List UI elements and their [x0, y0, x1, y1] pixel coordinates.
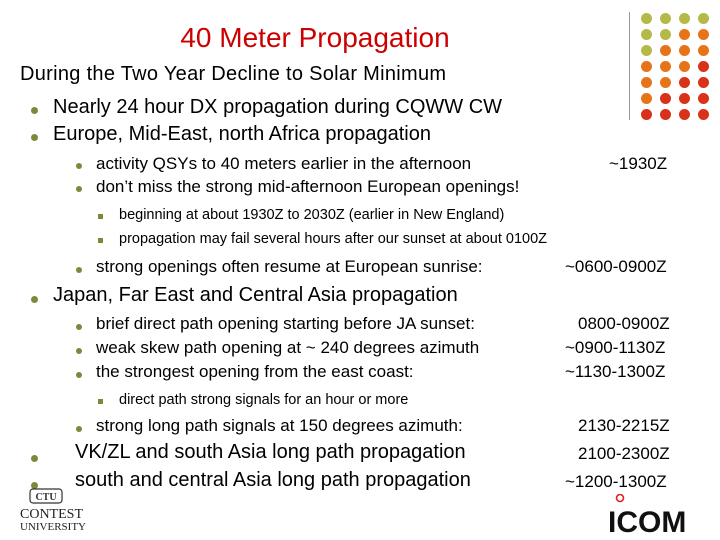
bullet-icon [31, 455, 38, 462]
item-time: ~0900-1130Z [565, 338, 666, 357]
item-time: 2130-2215Z [578, 416, 670, 435]
item-text: propagation may fail several hours after our sunset at about 0100Z [119, 231, 548, 247]
item-text: Nearly 24 hour DX propagation during CQWW CW [53, 96, 503, 118]
bullet-icon [31, 107, 38, 114]
item-time: ~1930Z [609, 154, 668, 173]
decorative-dot [679, 93, 690, 104]
decorative-dot [679, 109, 690, 120]
decorative-dot [641, 61, 652, 72]
decorative-dot [698, 77, 709, 88]
item-text: strong openings often resume at European sunrise: [96, 257, 483, 276]
item-time: ~0600-0900Z [565, 257, 667, 276]
item-text: beginning at about 1930Z to 2030Z (earlier in New England) [119, 207, 505, 223]
item-text: weak skew path opening at ~ 240 degrees azimuth [96, 338, 480, 357]
slide-subtitle: During the Two Year Decline to Solar Minimum [20, 63, 447, 85]
bullet-icon [76, 426, 82, 432]
bullet-icon [76, 163, 82, 169]
item-text: activity QSYs to 40 meters earlier in the afternoon [96, 154, 472, 173]
decorative-dot [679, 29, 690, 40]
square-bullet-icon [98, 214, 103, 219]
decorative-dot [641, 29, 652, 40]
decorative-dot [679, 45, 690, 56]
decorative-dot [641, 13, 652, 24]
decorative-dot [660, 77, 671, 88]
item-text: strong long path signals at 150 degrees azimuth: [96, 416, 463, 435]
icom-logo-text: ICOM [608, 506, 687, 536]
icom-logo [608, 494, 688, 536]
decorative-dot [679, 61, 690, 72]
item-text: Japan, Far East and Central Asia propagation [53, 284, 458, 306]
item-time: ~1130-1300Z [565, 362, 666, 381]
item-text: south and central Asia long path propagation [75, 469, 471, 491]
item-time: ~1200-1300Z [565, 472, 667, 491]
bullet-icon [76, 372, 82, 378]
item-text: direct path strong signals for an hour or more [119, 392, 409, 408]
square-bullet-icon [98, 238, 103, 243]
decorative-dot [660, 93, 671, 104]
bullet-icon [76, 348, 82, 354]
item-text: VK/ZL and south Asia long path propagation [75, 441, 466, 463]
item-text: Europe, Mid-East, north Africa propagation [53, 123, 431, 145]
decorative-dot [698, 109, 709, 120]
logo-university-text: UNIVERSITY [20, 521, 86, 532]
logo-contest-text: CONTEST [20, 507, 83, 522]
decorative-dot [679, 77, 690, 88]
divider-line [629, 12, 630, 120]
bullet-icon [31, 134, 38, 141]
item-time: 2100-2300Z [578, 444, 670, 463]
decorative-dot [660, 45, 671, 56]
decorative-dot [660, 109, 671, 120]
item-text: brief direct path opening starting before JA sunset: [96, 314, 475, 333]
decorative-dot [660, 13, 671, 24]
decorative-dot [698, 13, 709, 24]
decorative-dot [660, 61, 671, 72]
decorative-dot [698, 29, 709, 40]
decorative-dot [641, 109, 652, 120]
logo-small-text: CTU [35, 492, 57, 503]
decorative-dot [660, 29, 671, 40]
bullet-icon [76, 267, 82, 273]
decorative-dot [698, 93, 709, 104]
decorative-dot [641, 77, 652, 88]
item-text: the strongest opening from the east coast: [96, 362, 414, 381]
decorative-dot [641, 45, 652, 56]
decorative-dot [698, 61, 709, 72]
bullet-icon [31, 296, 38, 303]
decorative-dot [679, 13, 690, 24]
contest-university-logo [20, 487, 120, 532]
square-bullet-icon [98, 399, 103, 404]
decorative-dot [641, 93, 652, 104]
bullet-icon [76, 186, 82, 192]
item-time: 0800-0900Z [578, 314, 670, 333]
decorative-dot [698, 45, 709, 56]
bullet-icon [76, 324, 82, 330]
item-text: don’t miss the strong mid-afternoon European openings! [96, 177, 520, 196]
slide-title: 40 Meter Propagation [180, 22, 450, 53]
